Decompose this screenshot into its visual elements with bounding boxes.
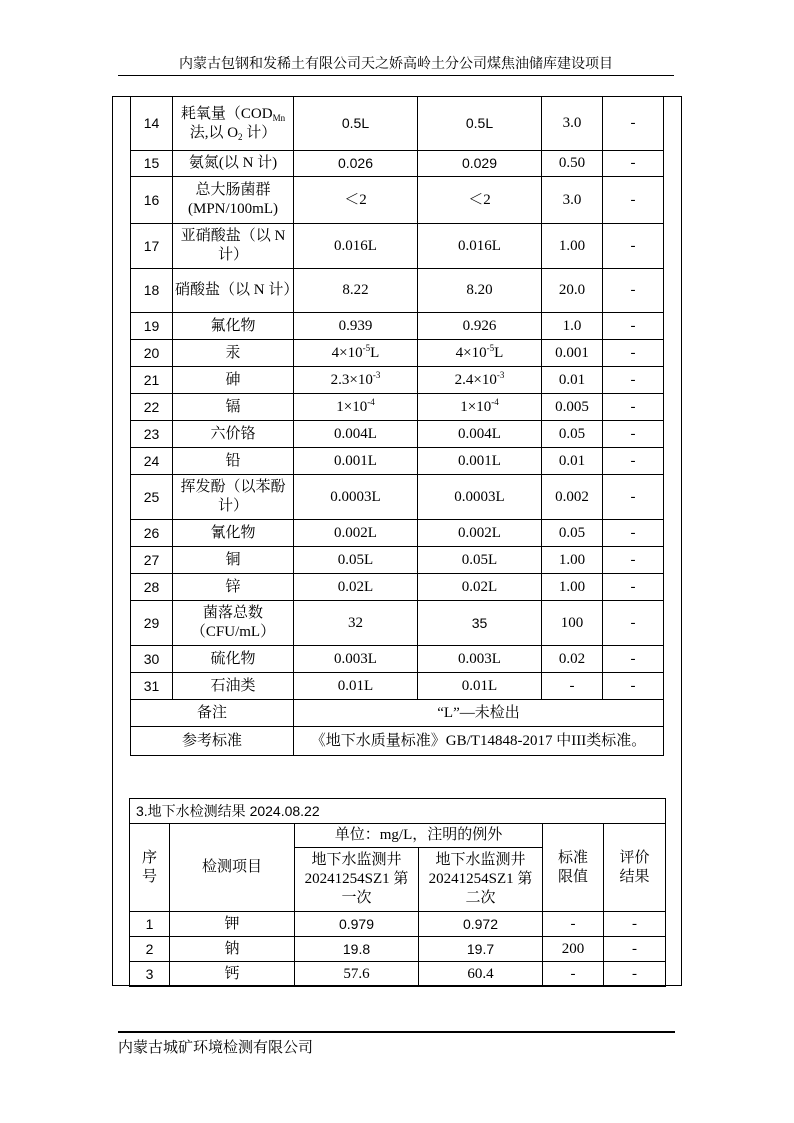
page-header-title: 内蒙古包钢和发稀土有限公司天之娇高岭土分公司煤焦油储库建设项目 <box>179 57 613 72</box>
table-title-row <box>130 799 666 824</box>
row-number: 31 <box>131 673 173 700</box>
row-number: 23 <box>131 421 173 448</box>
row-number: 25 <box>131 475 173 520</box>
row-number: 3 <box>130 962 170 987</box>
standard-limit: 0.05 <box>542 421 603 448</box>
table-row <box>131 475 664 520</box>
evaluation-result: - <box>603 574 664 601</box>
second-value: ＜2 <box>418 177 542 224</box>
footer-rule <box>118 1031 675 1033</box>
standard-limit: 20.0 <box>542 269 603 313</box>
water-quality-table <box>130 96 664 756</box>
evaluation-result: - <box>603 475 664 520</box>
test-item: 硫化物 <box>173 646 294 673</box>
table-row <box>131 177 664 224</box>
standard-limit: - <box>542 673 603 700</box>
first-value: $2.3\times 10^{-3}$ <box>294 367 418 394</box>
test-item: 镉 <box>173 394 294 421</box>
second-value: 0.01L <box>418 673 542 700</box>
row-number: 28 <box>131 574 173 601</box>
test-item: 氟化物 <box>173 313 294 340</box>
second-value: 0.926 <box>418 313 542 340</box>
test-item: 氰化物 <box>173 520 294 547</box>
test-item: 总大肠菌群 (MPN/100mL) <box>173 177 294 224</box>
evaluation-result: - <box>603 673 664 700</box>
standard-limit: 1.00 <box>542 574 603 601</box>
first-value: 0.001L <box>294 448 418 475</box>
table-row <box>131 367 664 394</box>
second-value: 0.5L <box>418 97 542 151</box>
second-value: $1\times 10^{-4}$ <box>418 394 542 421</box>
test-item: 铅 <box>173 448 294 475</box>
first-value: 0.026 <box>294 151 418 177</box>
remark-value: “L”—未检出 <box>294 700 664 727</box>
standard-limit: 0.05 <box>542 520 603 547</box>
row-number: 27 <box>131 547 173 574</box>
second-value: 0.004L <box>418 421 542 448</box>
col-header-result: 评价结果 <box>604 824 666 912</box>
header-row <box>130 824 666 848</box>
row-number: 1 <box>130 912 170 937</box>
test-item: 锌 <box>173 574 294 601</box>
standard-limit: 0.001 <box>542 340 603 367</box>
row-number: 2 <box>130 937 170 962</box>
table-row <box>131 646 664 673</box>
first-value: 0.003L <box>294 646 418 673</box>
test-item: 钠 <box>170 937 295 962</box>
evaluation-result: - <box>604 912 666 937</box>
first-value: 0.979 <box>295 912 419 937</box>
test-item: 六价铬 <box>173 421 294 448</box>
table-row <box>131 224 664 269</box>
second-value: 8.20 <box>418 269 542 313</box>
test-item: 耗氧量（$COD_{Mn}$ 法,以 $O_2$ 计） <box>173 97 294 151</box>
second-value: 19.7 <box>419 937 543 962</box>
second-value: 0.016L <box>418 224 542 269</box>
test-item: 硝酸盐（以 N 计） <box>173 269 294 313</box>
table-row <box>131 151 664 177</box>
col-header-well-second: 地下水监测井 20241254SZ1 第二次 <box>419 848 543 912</box>
evaluation-result: - <box>603 177 664 224</box>
first-value: 0.0003L <box>294 475 418 520</box>
evaluation-result: - <box>603 151 664 177</box>
standard-limit: 1.00 <box>542 224 603 269</box>
table-row <box>130 962 666 987</box>
table-row <box>131 313 664 340</box>
table-row <box>131 574 664 601</box>
second-value: 0.05L <box>418 547 542 574</box>
table-row <box>131 448 664 475</box>
groundwater-results-table <box>129 798 666 987</box>
row-number: 30 <box>131 646 173 673</box>
evaluation-result: - <box>603 97 664 151</box>
row-number: 18 <box>131 269 173 313</box>
first-value: 0.939 <box>294 313 418 340</box>
reference-label: 参考标准 <box>131 727 294 756</box>
remark-row <box>131 700 664 727</box>
col-header-item: 检测项目 <box>170 824 295 912</box>
standard-limit: 0.02 <box>542 646 603 673</box>
second-value: $4\times 10^{-5}L$ <box>418 340 542 367</box>
evaluation-result: - <box>603 367 664 394</box>
standard-limit: 1.0 <box>542 313 603 340</box>
evaluation-result: - <box>603 394 664 421</box>
second-value: 60.4 <box>419 962 543 987</box>
second-value: 0.002L <box>418 520 542 547</box>
col-header-well-first: 地下水监测井 20241254SZ1 第一次 <box>295 848 419 912</box>
test-item: 石油类 <box>173 673 294 700</box>
evaluation-result: - <box>604 937 666 962</box>
test-item: 铜 <box>173 547 294 574</box>
table-row <box>131 394 664 421</box>
table-row <box>131 340 664 367</box>
first-value: 0.004L <box>294 421 418 448</box>
evaluation-result: - <box>603 224 664 269</box>
test-item: 钙 <box>170 962 295 987</box>
row-number: 24 <box>131 448 173 475</box>
standard-limit: 0.005 <box>542 394 603 421</box>
standard-limit: 100 <box>542 601 603 646</box>
first-value: $1\times 10^{-4}$ <box>294 394 418 421</box>
table-row <box>131 97 664 151</box>
evaluation-result: - <box>603 646 664 673</box>
second-value: 0.001L <box>418 448 542 475</box>
second-value: 0.0003L <box>418 475 542 520</box>
first-value: 57.6 <box>295 962 419 987</box>
row-number: 29 <box>131 601 173 646</box>
first-value: 0.02L <box>294 574 418 601</box>
test-item: 砷 <box>173 367 294 394</box>
evaluation-result: - <box>604 962 666 987</box>
standard-limit: - <box>543 962 604 987</box>
footer-company: 内蒙古城矿环境检测有限公司 <box>118 1040 314 1056</box>
col-header-limit: 标准限值 <box>543 824 604 912</box>
first-value: 0.016L <box>294 224 418 269</box>
first-value: 19.8 <box>295 937 419 962</box>
first-value: 0.05L <box>294 547 418 574</box>
second-value: 0.972 <box>419 912 543 937</box>
test-item: 挥发酚（以苯酚计） <box>173 475 294 520</box>
standard-limit: 0.01 <box>542 448 603 475</box>
table-row <box>131 269 664 313</box>
remark-label: 备注 <box>131 700 294 727</box>
row-number: 14 <box>131 97 173 151</box>
row-number: 20 <box>131 340 173 367</box>
evaluation-result: - <box>603 421 664 448</box>
evaluation-result: - <box>603 340 664 367</box>
evaluation-result: - <box>603 313 664 340</box>
standard-limit: 3.0 <box>542 177 603 224</box>
standard-limit: 0.002 <box>542 475 603 520</box>
first-value: 0.01L <box>294 673 418 700</box>
evaluation-result: - <box>603 547 664 574</box>
reference-value: 《地下水质量标准》GB/T14848-2017 中III类标准。 <box>294 727 664 756</box>
standard-limit: 1.00 <box>542 547 603 574</box>
table-row <box>131 673 664 700</box>
col-header-number: 序号 <box>130 824 170 912</box>
row-number: 26 <box>131 520 173 547</box>
second-value: 0.003L <box>418 646 542 673</box>
row-number: 15 <box>131 151 173 177</box>
table-row <box>131 421 664 448</box>
table-row <box>131 520 664 547</box>
first-value: 0.002L <box>294 520 418 547</box>
reference-row <box>131 727 664 756</box>
evaluation-result: - <box>603 601 664 646</box>
row-number: 22 <box>131 394 173 421</box>
first-value: 0.5L <box>294 97 418 151</box>
second-value: $2.4\times 10^{-3}$ <box>418 367 542 394</box>
test-item: 氨氮(以 N 计) <box>173 151 294 177</box>
row-number: 17 <box>131 224 173 269</box>
first-value: 8.22 <box>294 269 418 313</box>
header-rule <box>118 75 674 76</box>
table-row <box>130 937 666 962</box>
test-item: 汞 <box>173 340 294 367</box>
first-value: 32 <box>294 601 418 646</box>
test-item: 菌落总数 （CFU/mL） <box>173 601 294 646</box>
table-row <box>130 912 666 937</box>
table-row <box>131 601 664 646</box>
first-value: $4\times 10^{-5}L$ <box>294 340 418 367</box>
table-row <box>131 547 664 574</box>
evaluation-result: - <box>603 269 664 313</box>
second-value: 35 <box>418 601 542 646</box>
row-number: 19 <box>131 313 173 340</box>
test-item: 亚硝酸盐（以 N 计） <box>173 224 294 269</box>
test-item: 钾 <box>170 912 295 937</box>
row-number: 21 <box>131 367 173 394</box>
evaluation-result: - <box>603 448 664 475</box>
second-value: 0.029 <box>418 151 542 177</box>
first-value: ＜2 <box>294 177 418 224</box>
unit-note: 单位：mg/L，注明的例外 <box>295 824 543 848</box>
table-title: 3.地下水检测结果 2024.08.22 <box>130 799 666 824</box>
standard-limit: 0.01 <box>542 367 603 394</box>
standard-limit: 200 <box>543 937 604 962</box>
standard-limit: 3.0 <box>542 97 603 151</box>
standard-limit: - <box>543 912 604 937</box>
evaluation-result: - <box>603 520 664 547</box>
standard-limit: 0.50 <box>542 151 603 177</box>
row-number: 16 <box>131 177 173 224</box>
second-value: 0.02L <box>418 574 542 601</box>
